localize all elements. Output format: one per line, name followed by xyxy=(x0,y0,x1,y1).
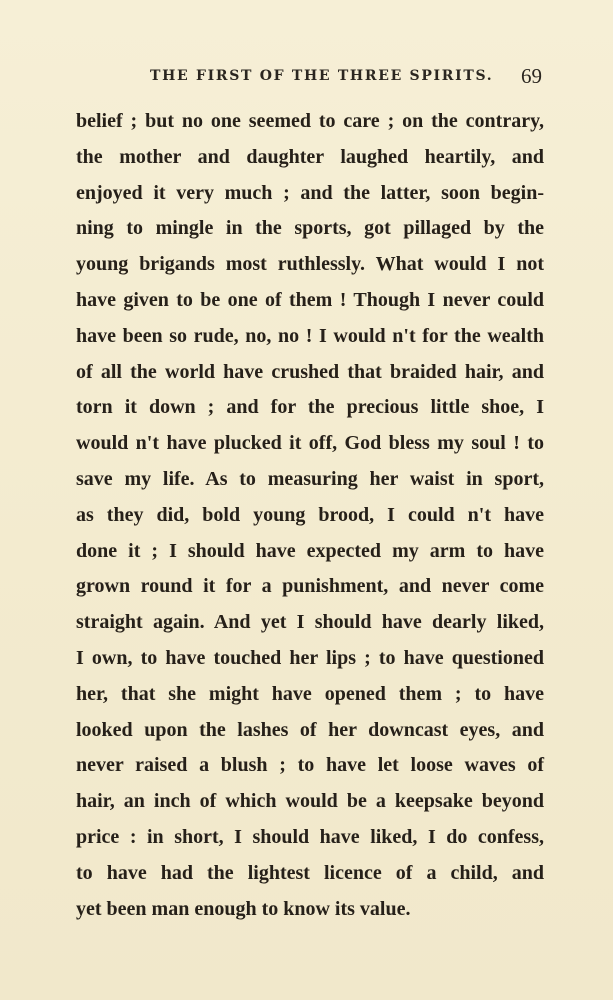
running-title: THE FIRST OF THE THREE SPIRITS. xyxy=(150,68,494,84)
text-line: looked upon the lashes of her downcast eyes, and xyxy=(76,718,544,741)
text-line: grown round it for a punishment, and never come xyxy=(76,575,544,598)
text-line: straight again. And yet I should have dearly liked, xyxy=(76,611,544,634)
running-head xyxy=(74,64,544,94)
text-line: belief ; but no one seemed to care ; on the contrary, xyxy=(76,110,544,132)
page-number: 69 xyxy=(521,64,542,88)
text-line: ning to mingle in the sports, got pillaged by the xyxy=(76,217,544,240)
text-line: enjoyed it very much ; and the latter, soon begin- xyxy=(76,181,544,204)
text-line: torn it down ; and for the precious little shoe, I xyxy=(76,396,544,419)
text-line: have given to be one of them ! Though I never could xyxy=(76,288,544,311)
text-line: the mother and daughter laughed heartily, and xyxy=(76,145,544,168)
text-line: her, that she might have opened them ; to have xyxy=(76,682,544,705)
text-line: to have had the lightest licence of a child, and xyxy=(76,861,544,884)
text-line: would n't have plucked it off, God bless my soul ! to xyxy=(76,432,544,455)
text-line: I own, to have touched her lips ; to have questioned xyxy=(76,646,544,669)
text-line: save my life. As to measuring her waist in sport, xyxy=(76,467,544,490)
text-line: done it ; I should have expected my arm to have xyxy=(76,539,544,562)
text-line: as they did, bold young brood, I could n't have xyxy=(76,503,544,526)
text-line: young brigands most ruthlessly. What would I not xyxy=(76,253,544,276)
text-line: hair, an inch of which would be a keepsake beyond xyxy=(76,790,544,813)
text-line: yet been man enough to know its value. xyxy=(76,897,411,920)
body-text xyxy=(76,104,544,927)
text-line: of all the world have crushed that braided hair, and xyxy=(76,360,544,383)
text-line: price : in short, I should have liked, I do confess, xyxy=(76,825,544,848)
text-line: have been so rude, no, no ! I would n't for the wealth xyxy=(76,324,544,347)
text-line: never raised a blush ; to have let loose waves of xyxy=(76,754,544,777)
